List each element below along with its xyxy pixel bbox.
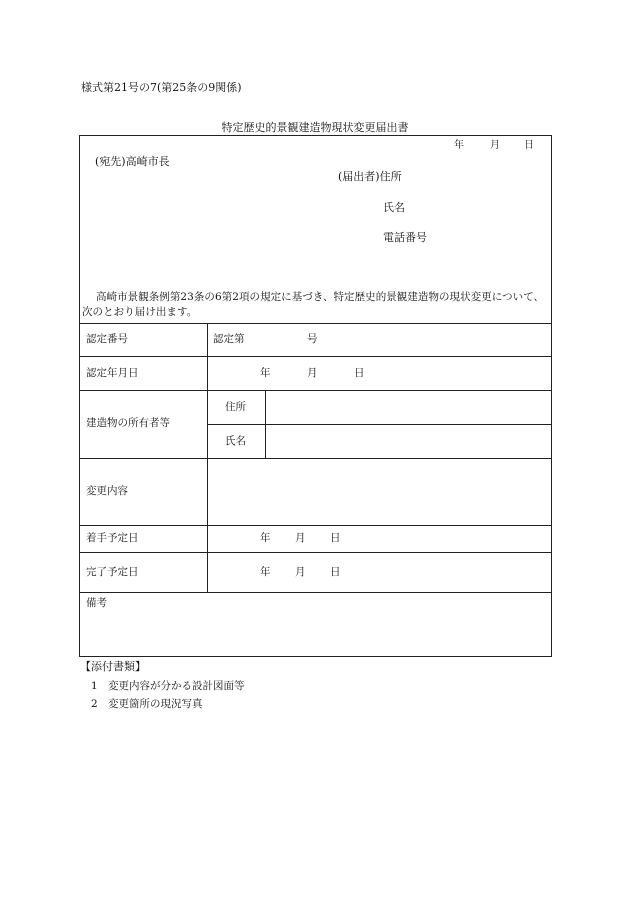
- row-divider: [79, 356, 552, 357]
- attachment-item: [91, 699, 203, 710]
- attachment-number: 1: [91, 680, 98, 692]
- row-divider: [79, 552, 552, 553]
- attachment-text: 変更内容が分かる設計図面等: [108, 680, 245, 692]
- completion-date-year: 年: [260, 566, 271, 578]
- document-title: 特定歴史的景観建造物現状変更届出書: [221, 121, 409, 134]
- date-year-label: 年: [454, 140, 464, 151]
- row-divider: [79, 458, 552, 459]
- cert-date-day: 日: [354, 367, 365, 379]
- cert-date-label: 認定年月日: [86, 367, 139, 379]
- addressee: (宛先)高崎市長: [95, 155, 170, 168]
- row-divider: [79, 525, 552, 526]
- row-divider: [79, 592, 552, 593]
- applicant-address-label: (届出者)住所: [338, 170, 402, 183]
- cert-date-month: 月: [307, 367, 318, 379]
- date-day-label: 日: [524, 140, 534, 151]
- row-divider: [79, 390, 552, 391]
- start-date-month: 月: [295, 532, 306, 544]
- attachment-number: 2: [91, 698, 98, 710]
- applicant-phone-label: 電話番号: [383, 231, 427, 244]
- applicant-name-label: 氏名: [383, 201, 405, 214]
- owner-label: 建造物の所有者等: [86, 417, 170, 429]
- column-divider: [207, 323, 208, 592]
- form-frame: [79, 135, 552, 657]
- cert-number-prefix: 認定第: [213, 333, 245, 345]
- attachment-text: 変更箇所の現況写真: [108, 698, 203, 710]
- start-date-year: 年: [260, 532, 271, 544]
- owner-address-label: 住所: [225, 401, 246, 413]
- completion-date-month: 月: [295, 566, 306, 578]
- completion-date-day: 日: [330, 566, 341, 578]
- start-date-label: 着手予定日: [86, 532, 139, 544]
- start-date-day: 日: [330, 532, 341, 544]
- completion-date-label: 完了予定日: [86, 566, 139, 578]
- remarks-label: 備考: [86, 597, 107, 609]
- attachment-item: [91, 681, 245, 692]
- owner-name-label: 氏名: [225, 435, 246, 447]
- cert-number-label: 認定番号: [86, 333, 128, 345]
- row-divider: [79, 323, 552, 324]
- attachments-title: 【添付書類】: [80, 660, 146, 673]
- cert-number-suffix: 号: [307, 333, 318, 345]
- intro-paragraph: 高崎市景観条例第23条の6第2項の規定に基づき、特定歴史的景観建造物の現状変更について、次のとおり届け出ます。: [82, 291, 545, 318]
- date-month-label: 月: [490, 140, 500, 151]
- cert-date-year: 年: [260, 367, 271, 379]
- form-number-heading: 様式第21号の7(第25条の9関係): [81, 81, 242, 94]
- change-details-label: 変更内容: [86, 485, 128, 497]
- row-divider: [207, 424, 552, 425]
- column-divider: [265, 390, 266, 458]
